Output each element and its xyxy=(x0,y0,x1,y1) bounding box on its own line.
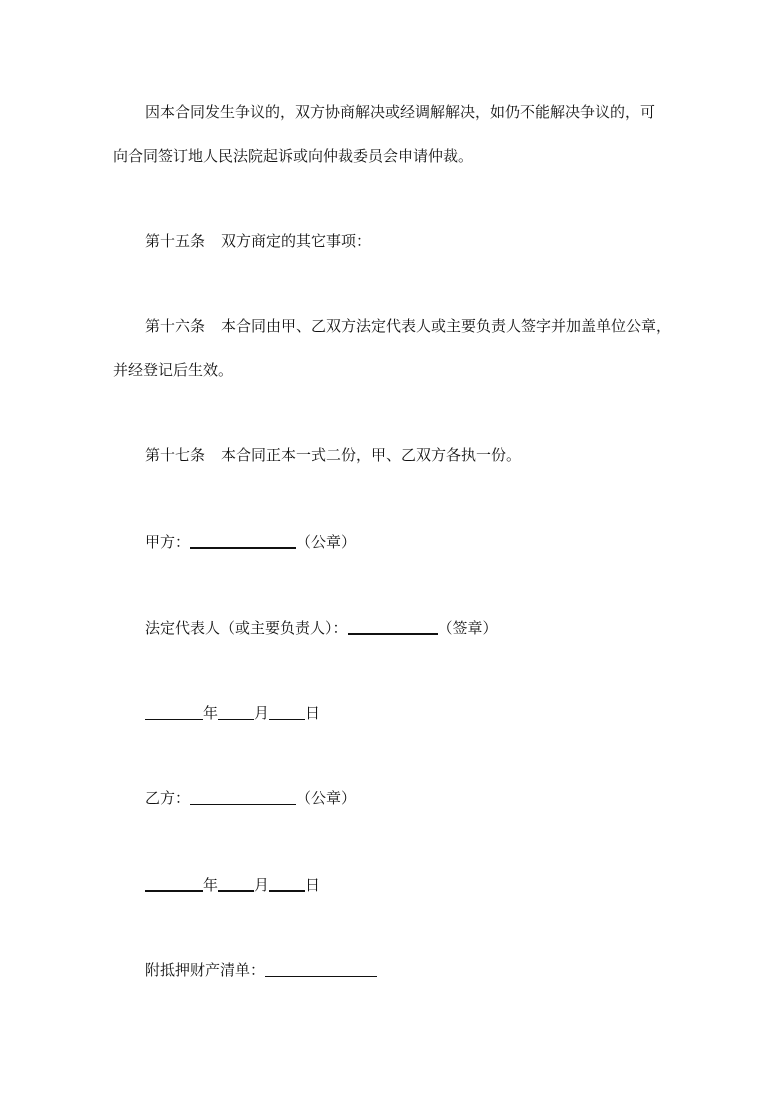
legal-rep-label: 法定代表人（或主要负责人）： xyxy=(145,619,348,637)
clause-15 xyxy=(145,231,371,251)
date-b-month-label: 月 xyxy=(254,876,270,894)
clause-17-number: 第十七条 xyxy=(145,446,206,464)
clause-15-text: 双方商定的其它事项： xyxy=(221,232,372,250)
party-a-signature-line xyxy=(145,531,356,552)
party-a-blank[interactable] xyxy=(190,533,296,549)
clause-15-number: 第十五条 xyxy=(145,232,206,250)
legal-rep-suffix: （签章） xyxy=(437,619,498,637)
date-a-month-blank[interactable] xyxy=(218,705,254,720)
attachment-line xyxy=(145,960,377,980)
dispute-clause-line-1 xyxy=(145,102,655,122)
date-b-day-label: 日 xyxy=(305,876,321,894)
date-b-month-blank[interactable] xyxy=(218,876,254,892)
legal-rep-blank[interactable] xyxy=(348,619,438,635)
attachment-label: 附抵押财产清单： xyxy=(145,961,266,979)
dispute-clause-line-2 xyxy=(113,146,473,166)
date-a-day-blank[interactable] xyxy=(269,705,305,720)
date-b-day-blank[interactable] xyxy=(269,876,305,892)
date-a-year-label: 年 xyxy=(203,704,219,722)
party-a-label: 甲方： xyxy=(145,533,191,551)
party-b-blank[interactable] xyxy=(190,790,296,805)
party-b-suffix: （公章） xyxy=(296,789,357,807)
party-b-label: 乙方： xyxy=(145,789,191,807)
attachment-blank[interactable] xyxy=(265,962,377,977)
date-a-year-blank[interactable] xyxy=(145,705,203,720)
clause-16-text-2: 并经登记后生效。 xyxy=(113,361,234,379)
date-a-month-label: 月 xyxy=(254,704,270,722)
clause-16-text-1: 本合同由甲、乙双方法定代表人或主要负责人签字并加盖单位公章， xyxy=(221,317,672,335)
dispute-clause-text-2: 向合同签订地人民法院起诉或向仲裁委员会申请仲裁。 xyxy=(113,147,474,165)
party-a-suffix: （公章） xyxy=(296,533,357,551)
clause-16-number: 第十六条 xyxy=(145,317,206,335)
party-b-signature-line xyxy=(145,788,356,808)
legal-rep-signature-line xyxy=(145,617,498,638)
clause-16-line-1 xyxy=(145,316,671,336)
date-b-year-label: 年 xyxy=(203,876,219,894)
date-b-year-blank[interactable] xyxy=(145,876,203,892)
clause-16-line-2 xyxy=(113,360,233,380)
date-line-a xyxy=(145,703,320,723)
date-a-day-label: 日 xyxy=(305,704,321,722)
clause-17 xyxy=(145,445,521,465)
dispute-clause-text-1: 因本合同发生争议的，双方协商解决或经调解解决，如仍不能解决争议的，可 xyxy=(145,103,656,121)
date-line-b xyxy=(145,874,320,895)
clause-17-text: 本合同正本一式二份，甲、乙双方各执一份。 xyxy=(221,446,522,464)
